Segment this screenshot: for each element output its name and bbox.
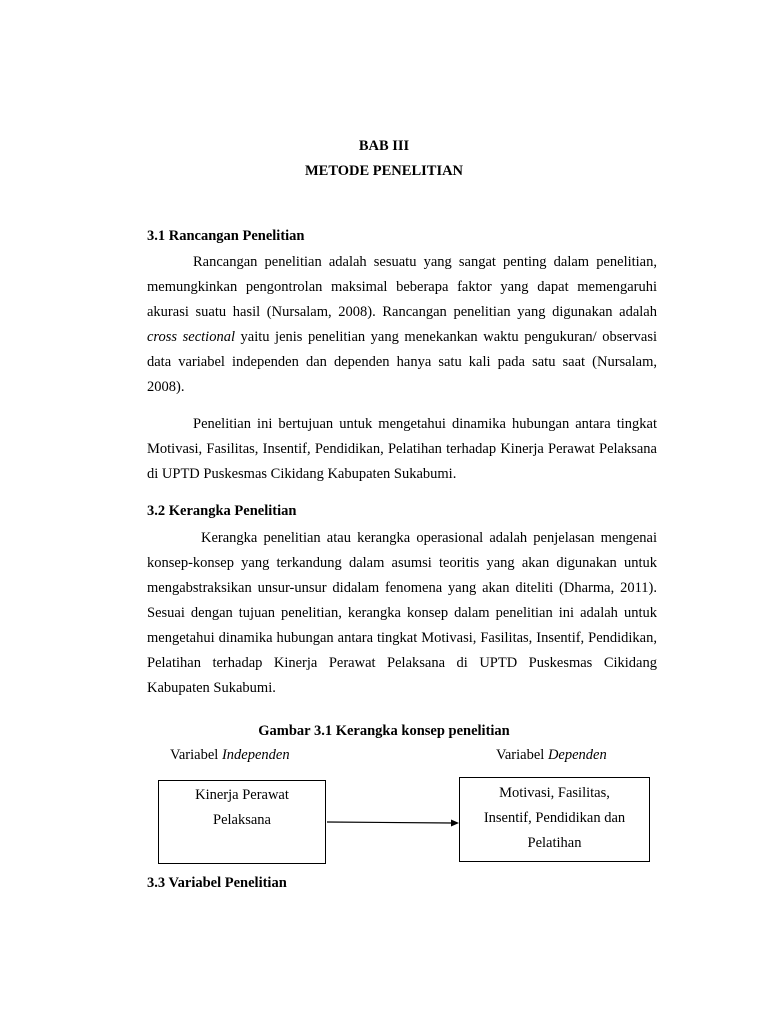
box-line: Kinerja Perawat <box>195 787 289 803</box>
box-line: Pelaksana <box>213 812 271 828</box>
box-line: Motivasi, Fasilitas, <box>499 785 610 801</box>
paragraph-tujuan: Penelitian ini bertujuan untuk mengetahui dinamika hubungan antara tingkat Motivasi, Fasilitas, Insentif, Pendidikan, Pelatihan terhadap Kinerja Perawat Pelaksana di UPTD Puskesmas Cikidang Kabupaten Sukabumi. <box>147 416 657 482</box>
box-line: Insentif, Pendidikan dan <box>483 810 626 826</box>
figure-caption: Gambar 3.1 Kerangka konsep penelitian <box>258 723 510 739</box>
arrow-line <box>327 822 452 823</box>
paragraph-kerangka: Kerangka penelitian atau kerangka operasional adalah penjelasan mengenai konsep-konsep yang terkandung dalam asumsi teoritis yang akan digunakan untuk mengabstraksikan unsur-unsur didalam fenomena yang akan diteliti (Dharma, 2011). Sesuai dengan tujuan penelitian, kerangka konsep dalam penelitian ini adalah untuk mengetahui dinamika hubungan antara tingkat Motivasi, Fasilitas, Insentif, Pendidikan, Pelatihan terhadap Kinerja Perawat Pelaksana di UPTD Puskesmas Cikidang Kabupaten Sukabumi. <box>147 530 657 696</box>
chapter-title: METODE PENELITIAN <box>304 163 464 179</box>
independent-variable-label: Variabel Independen <box>170 747 290 763</box>
section-heading-3-3: 3.3 Variabel Penelitian <box>147 875 287 891</box>
box-line: Pelatihan <box>527 835 582 851</box>
chapter-number: BAB III <box>358 138 410 154</box>
paragraph-rancangan: Rancangan penelitian adalah sesuatu yang sangat penting dalam penelitian, memungkinkan pengontrolan maksimal beberapa faktor yang dapat memengaruhi akurasi suatu hasil (Nursalam, 2008). Rancangan penelitian yang digunakan adalah cross sectional yaitu jenis penelitian yang menekankan waktu pengukuran/ observasi data variabel independen dan dependen hanya satu kali pada satu saat (Nursalam, 2008). <box>147 254 657 395</box>
section-heading-3-1: 3.1 Rancangan Penelitian <box>147 228 305 244</box>
section-heading-3-2: 3.2 Kerangka Penelitian <box>147 503 297 519</box>
italic-term: cross sectional <box>147 329 235 345</box>
dependent-variable-label: Variabel Dependen <box>496 747 607 763</box>
arrow-head <box>451 820 459 827</box>
